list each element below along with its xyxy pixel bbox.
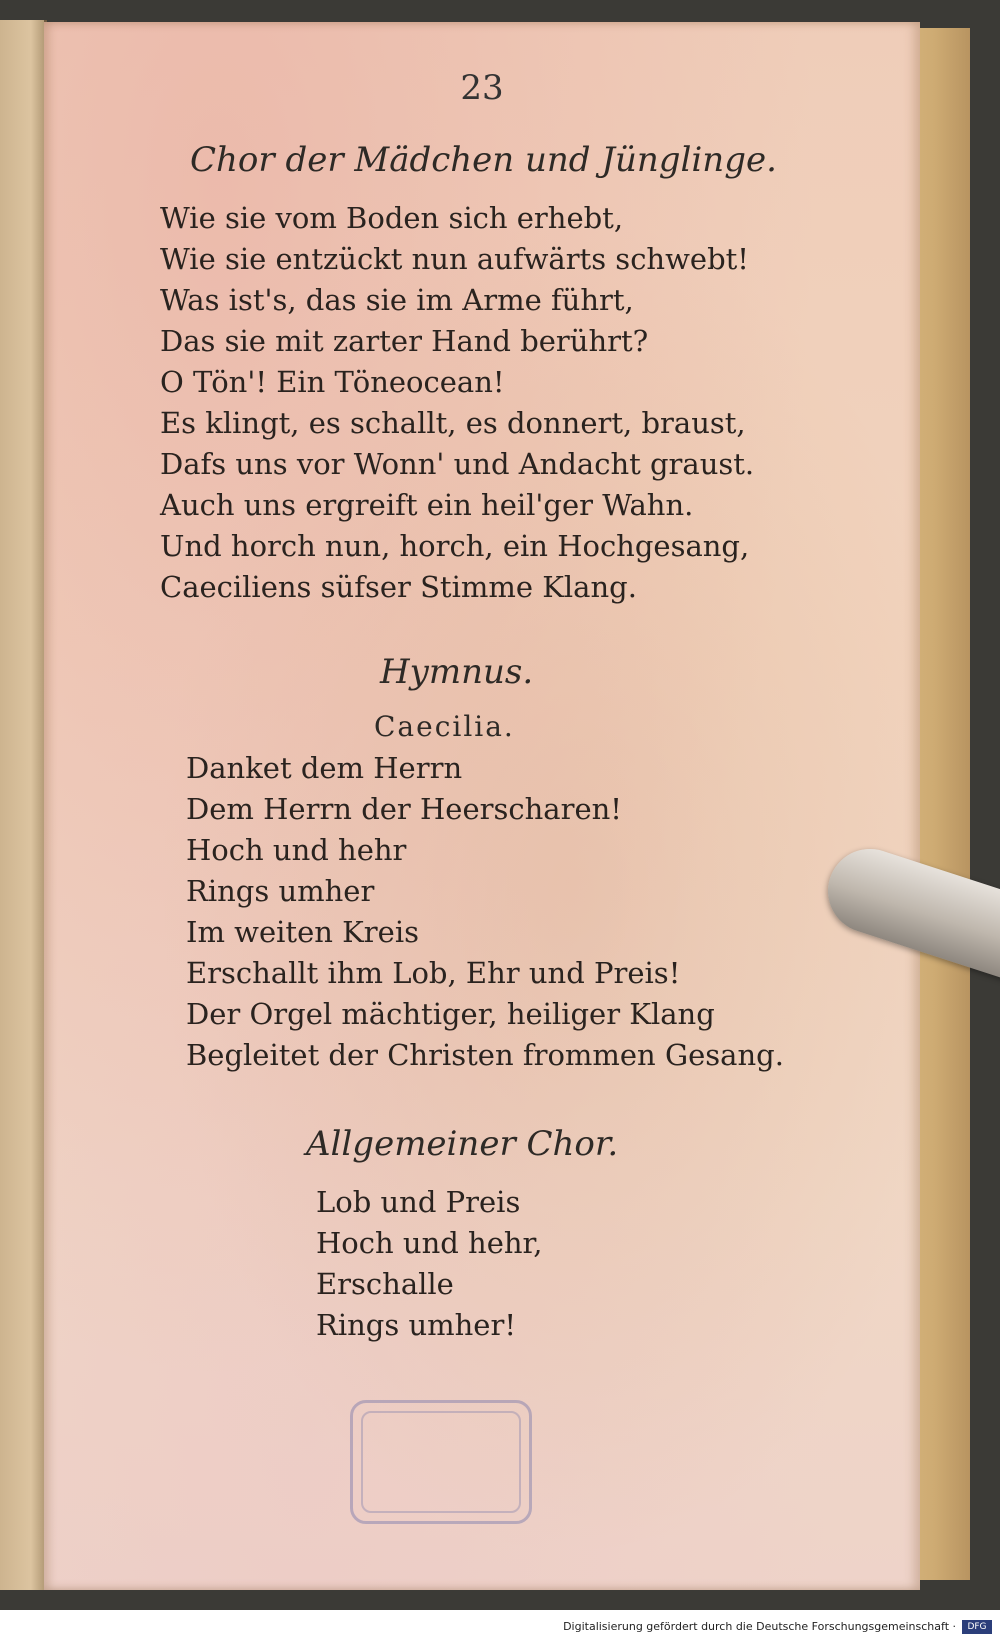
- verse-line: Begleitet der Christen frommen Gesang.: [186, 1038, 784, 1072]
- verse-line: Caeciliens süfser Stimme Klang.: [160, 570, 637, 604]
- library-stamp-border: [361, 1411, 521, 1513]
- verse-line: Hoch und hehr: [186, 833, 407, 867]
- section-heading-allgemeiner-chor: Allgemeiner Chor.: [306, 1124, 619, 1164]
- verse-hymnus: [186, 748, 784, 1076]
- verse-line: O Tön'! Ein Töneocean!: [160, 365, 505, 399]
- verse-line: Was ist's, das sie im Arme führt,: [160, 283, 634, 317]
- dfg-logo: DFG: [962, 1620, 992, 1634]
- library-stamp: [350, 1400, 532, 1524]
- verse-chor: [160, 198, 754, 608]
- book-page: [44, 22, 920, 1590]
- verse-line: Und horch nun, horch, ein Hochgesang,: [160, 529, 750, 563]
- verse-line: Danket dem Herrn: [186, 751, 463, 785]
- verse-line: Auch uns ergreift ein heil'ger Wahn.: [160, 488, 694, 522]
- verse-line: Erschalle: [316, 1267, 454, 1301]
- verse-line: Das sie mit zarter Hand berührt?: [160, 324, 649, 358]
- section-heading-chor: Chor der Mädchen und Jünglinge.: [190, 140, 777, 180]
- left-page-edge: [0, 20, 47, 1590]
- verse-line: Dafs uns vor Wonn' und Andacht graust.: [160, 447, 755, 481]
- verse-line: Erschallt ihm Lob, Ehr und Preis!: [186, 956, 681, 990]
- verse-line: Hoch und hehr,: [316, 1226, 543, 1260]
- section-heading-hymnus: Hymnus.: [380, 652, 534, 692]
- page-number: 23: [460, 68, 504, 108]
- verse-line: Dem Herrn der Heerscharen!: [186, 792, 622, 826]
- verse-line: Lob und Preis: [316, 1185, 521, 1219]
- verse-line: Rings umher!: [316, 1308, 516, 1342]
- verse-line: Rings umher: [186, 874, 375, 908]
- verse-line: Es klingt, es schallt, es donnert, braust,: [160, 406, 746, 440]
- verse-line: Im weiten Kreis: [186, 915, 419, 949]
- verse-line: Wie sie vom Boden sich erhebt,: [160, 201, 624, 235]
- verse-allgemeiner-chor: [316, 1182, 542, 1346]
- verse-line: Wie sie entzückt nun aufwärts schwebt!: [160, 242, 749, 276]
- digitization-credit: Digitalisierung gefördert durch die Deutsche Forschungsgemeinschaft ·: [563, 1620, 956, 1633]
- speaker-name: Caecilia.: [374, 710, 515, 743]
- verse-line: Der Orgel mächtiger, heiliger Klang: [186, 997, 715, 1031]
